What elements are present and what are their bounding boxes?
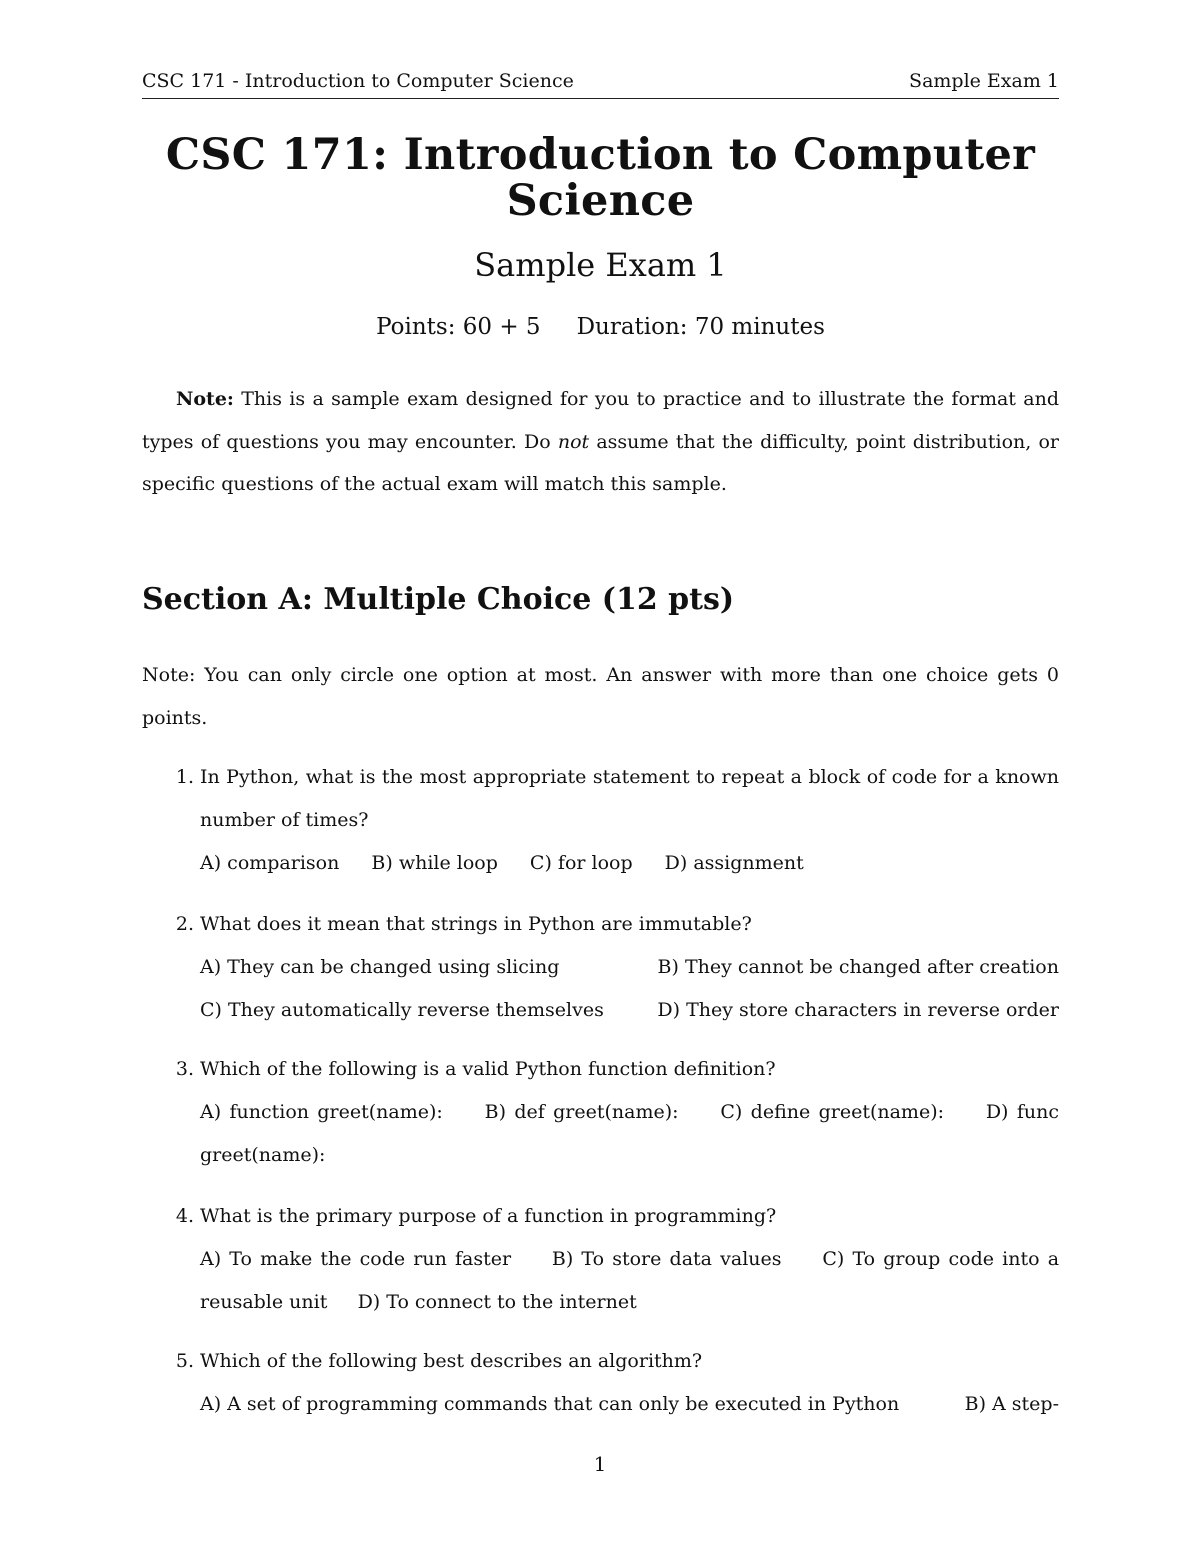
option-a[interactable]: A) They can be changed using slicing (200, 956, 560, 978)
question-options (200, 1238, 1059, 1324)
question-number: 4. (175, 1205, 194, 1227)
header-exam-label: Sample Exam 1 (909, 70, 1059, 92)
question-options (200, 1091, 1059, 1177)
question-text: In Python, what is the most appropriate statement to repeat a block of code for a known number of times? (200, 766, 1059, 831)
document-title (142, 132, 1059, 224)
section-a-title: Section A: Multiple Choice (12 pts) (142, 582, 735, 617)
option-b[interactable]: B) To store data values (551, 1248, 782, 1270)
option-a[interactable]: A) comparison (200, 852, 340, 874)
question-number: 3. (175, 1058, 194, 1080)
question-text: What does it mean that strings in Python are immutable? (200, 913, 752, 935)
option-a[interactable]: A) A set of programming commands that can only be executed in Python (200, 1393, 900, 1415)
option-a[interactable]: A) To make the code run faster (200, 1248, 512, 1270)
note-text-1: This is a sample exam designed for you to practice and to illustrate the format and types of questions you may encounter. Do (142, 388, 1059, 453)
option-d[interactable]: D) func greet(name): (200, 1101, 1059, 1166)
question-options-row-1 (200, 946, 1059, 989)
option-b[interactable]: B) def greet(name): (484, 1101, 679, 1123)
exam-note (142, 378, 1059, 506)
document-subtitle: Sample Exam 1 (474, 246, 727, 284)
exam-meta (142, 314, 1059, 340)
option-c[interactable]: C) define greet(name): (720, 1101, 945, 1123)
question-options-row-2 (200, 989, 1059, 1032)
question-text: Which of the following best describes an algorithm? (200, 1350, 703, 1372)
option-b[interactable]: B) while loop (371, 852, 498, 874)
question-options (200, 1383, 1059, 1426)
note-text-2: assume that the difficulty, point distribution, or specific questions of the actual exam will match this sample. (142, 430, 1059, 495)
page-number: 1 (593, 1452, 607, 1476)
question-options (200, 842, 1059, 885)
section-a-note: Note: You can only circle one option at most. An answer with more than one choice gets 0 points. (142, 664, 1059, 729)
question-text: What is the primary purpose of a function in programming? (200, 1205, 777, 1227)
question-number: 5. (175, 1350, 194, 1372)
option-d[interactable]: D) To connect to the internet (357, 1291, 637, 1313)
title-line-2: Science (506, 176, 695, 226)
exam-duration: Duration: 70 minutes (576, 314, 825, 340)
question-number: 2. (175, 913, 194, 935)
question-number: 1. (175, 766, 194, 788)
option-b[interactable]: B) A step- (964, 1393, 1059, 1415)
question-text: Which of the following is a valid Python function definition? (200, 1058, 776, 1080)
running-header (142, 68, 1059, 99)
option-c[interactable]: C) for loop (529, 852, 633, 874)
option-c[interactable]: C) To group code into a reusable unit (200, 1248, 1060, 1313)
option-d[interactable]: D) They store characters in reverse order (657, 999, 1059, 1021)
option-d[interactable]: D) assignment (664, 852, 804, 874)
option-c[interactable]: C) They automatically reverse themselves (200, 999, 604, 1021)
title-line-1: CSC 171: Introduction to Computer (165, 130, 1036, 180)
header-course-title: CSC 171 - Introduction to Computer Science (142, 70, 574, 92)
exam-points: Points: 60 + 5 (376, 314, 541, 340)
option-a[interactable]: A) function greet(name): (200, 1101, 443, 1123)
option-b[interactable]: B) They cannot be changed after creation (657, 956, 1059, 978)
note-emphasis: not (557, 430, 590, 453)
note-label: Note: (176, 388, 234, 410)
